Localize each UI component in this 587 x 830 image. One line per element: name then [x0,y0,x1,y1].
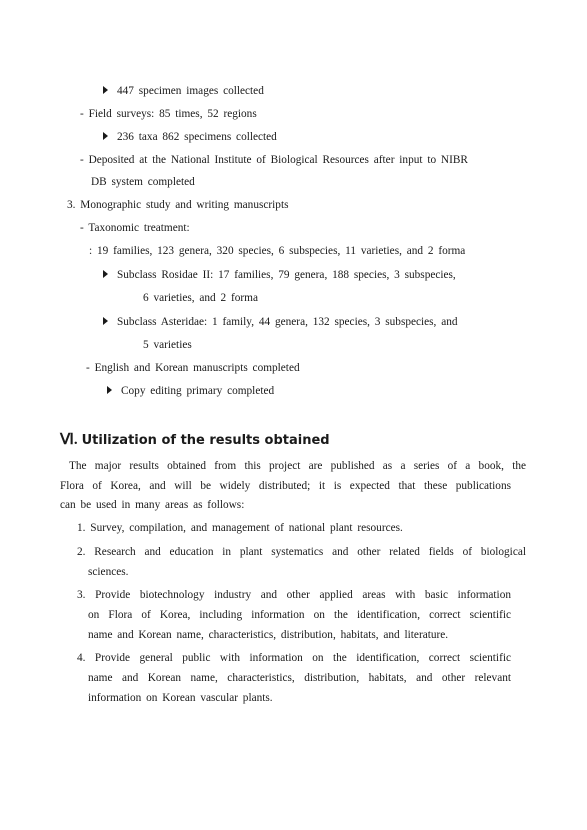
numbered-item: 4. Provide general public with information on the identification, correct scientific [77,652,511,664]
section-title: Utilization of the results obtained [81,433,330,448]
list-item: Copy editing primary completed [107,384,274,398]
list-item: - Field surveys: 85 times, 52 regions [80,108,257,120]
list-item: - Taxonomic treatment: [80,222,190,234]
paragraph-line: can be used in many areas as follows: [60,499,245,511]
list-item-continuation: DB system completed [91,176,195,188]
bullet-triangle-icon [103,86,108,94]
list-item: 447 specimen images collected [103,84,264,98]
list-item-continuation: 6 varieties, and 2 forma [143,292,258,304]
bullet-triangle-icon [107,386,112,394]
list-item: - English and Korean manuscripts completed [86,362,300,374]
bullet-triangle-icon [103,270,108,278]
paragraph-line: Flora of Korea, and will be widely distributed; it is expected that these publications [60,480,511,492]
list-item: 3. Monographic study and writing manuscripts [67,199,289,211]
list-item-continuation: 5 varieties [143,339,192,351]
paragraph-line: The major results obtained from this project are published as a series of a book, the [69,460,526,472]
numbered-item: 1. Survey, compilation, and management of national plant resources. [77,522,403,534]
list-item: - Deposited at the National Institute of Biological Resources after input to NIBR [80,154,468,166]
numbered-item-continuation: name and Korean name, characteristics, distribution, habitats, and other relevant [88,672,511,684]
bullet-triangle-icon [103,317,108,325]
numbered-item-continuation: sciences. [88,566,129,578]
bullet-triangle-icon [103,132,108,140]
list-item: Subclass Rosidae II: 17 families, 79 genera, 188 species, 3 subspecies, [103,268,456,282]
list-item: 236 taxa 862 specimens collected [103,130,277,144]
section-heading [60,430,330,449]
list-item: : 19 families, 123 genera, 320 species, 6 subspecies, 11 varieties, and 2 forma [89,245,466,257]
numbered-item: 3. Provide biotechnology industry and other applied areas with basic information [77,589,511,601]
section-numeral: Ⅵ. [60,432,78,448]
numbered-item-continuation: name and Korean name, characteristics, distribution, habitats, and literature. [88,629,449,641]
numbered-item-continuation: information on Korean vascular plants. [88,692,273,704]
list-item: Subclass Asteridae: 1 family, 44 genera, 132 species, 3 subspecies, and [103,315,458,329]
numbered-item: 2. Research and education in plant systematics and other related fields of biological [77,546,526,558]
numbered-item-continuation: on Flora of Korea, including information on the identification, correct scientific [88,609,511,621]
